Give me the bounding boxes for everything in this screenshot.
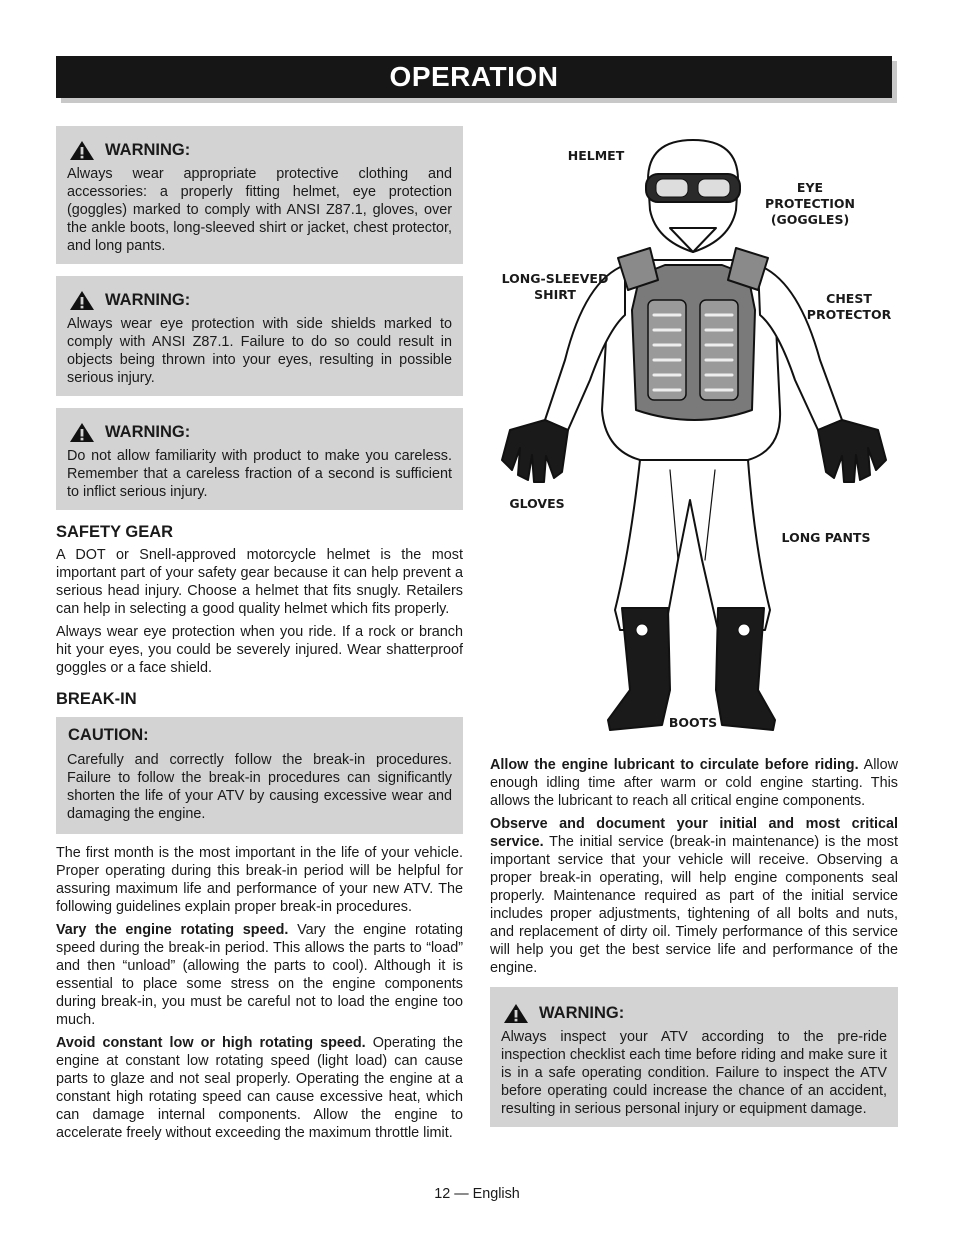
page-header <box>56 56 892 98</box>
caution-title: CAUTION: <box>68 726 149 744</box>
break-in-paragraph: The first month is the most important in the life of your vehicle. Proper operating during this break-in period will be helpful for assuring maximum life and performance of your new ATV. The following guidelines explain proper break-in procedures. <box>56 845 463 915</box>
label-boots: BOOTS <box>668 715 718 730</box>
warning-text: Always wear eye protection with side shields marked to comply with ANSI Z87.1. Failure to do so could result in objects being thrown into your eyes, resulting in possible serious injury. <box>67 316 452 386</box>
label-chest-protector: CHEST PROTECTOR <box>806 291 892 322</box>
warning-triangle-icon <box>69 140 95 161</box>
initial-service-paragraph: Observe and document your initial and most critical service. The initial service (break-in maintenance) is the most important service that your vehicle will receive. Observing a proper break-in operating, will help engine components seal properly. Maintenance required as part of the initial service includes proper adjustments, tightening of all bolts and nuts, and replacement of dirty oil. Timely performance of this service will help you get the best service life and performance of the engine. <box>490 816 898 976</box>
label-long-pants: LONG PANTS <box>781 530 871 545</box>
break-in-paragraph: Vary the engine rotating speed. Vary the engine rotating speed during the break-in period. This allows the parts to “load” and then “unload” (allowing the parts to cool). Although it is essential to place some stress on the engine components during break-in, you must be careful not to load the engine too much. <box>56 922 463 1028</box>
label-helmet: HELMET <box>567 148 625 163</box>
caution-text: Carefully and correctly follow the break-in procedures. Failure to follow the break-in procedures can significantly shorten the life of your ATV by causing excessive wear and damaging the engine. <box>67 752 452 822</box>
warning-text: Always inspect your ATV according to the pre-ride inspection checklist each time before riding and make sure it is in a safe operating condition. Failure to inspect the ATV before operating could increase the chance of an accident, resulting in serious personal injury or equipment damage. <box>501 1029 887 1117</box>
break-in-heading: BREAK-IN <box>56 690 137 708</box>
warning-box-inspection <box>490 987 898 1127</box>
lubricant-paragraph: Allow the engine lubricant to circulate before riding. Allow enough idling time after warm or cold engine starting. This allows the lubricant to reach all critical engine components. <box>490 757 899 809</box>
right-column <box>490 756 898 1139</box>
warning-title: WARNING: <box>105 141 191 159</box>
warning-box-familiarity <box>56 408 463 510</box>
right-glove-drawing <box>818 420 886 482</box>
warning-text: Do not allow familiarity with product to make you careless. Remember that a careless fraction of a second is sufficient to inflict serious injury. <box>67 448 452 500</box>
warning-triangle-icon <box>69 422 95 443</box>
safety-gear-figure <box>490 130 898 740</box>
warning-box-clothing <box>56 126 463 264</box>
warning-box-eye-protection <box>56 276 463 396</box>
break-in-lead: Vary the engine rotating speed. <box>56 922 289 938</box>
safety-gear-heading: SAFETY GEAR <box>56 523 174 541</box>
pants-drawing <box>615 460 770 630</box>
warning-triangle-icon <box>503 1003 529 1024</box>
break-in-lead: Avoid constant low or high rotating speed. <box>56 1035 366 1051</box>
label-eye-protection: EYE PROTECTION (GOGGLES) <box>765 180 855 227</box>
safety-gear-paragraph: A DOT or Snell-approved motorcycle helmet is the most important part of your safety gear because it can help prevent a serious head injury. Choose a helmet that fits snugly. Retailers can help in selecting a good quality helmet which fits properly. <box>56 547 463 617</box>
label-long-sleeved-shirt: LONG-SLEEVED SHIRT <box>501 271 609 302</box>
warning-triangle-icon <box>69 290 95 311</box>
caution-box <box>56 717 463 834</box>
label-gloves: GLOVES <box>509 496 565 511</box>
warning-text: Always wear appropriate protective clothing and accessories: a properly fitting helmet, eye protection (goggles) marked to comply with ANSI Z87.1, gloves, over the ankle boots, long-sleeved shirt or jacket, chest protector, and long pants. <box>67 166 452 254</box>
left-column <box>56 126 463 1147</box>
warning-title: WARNING: <box>539 1004 625 1022</box>
warning-title: WARNING: <box>105 291 191 309</box>
left-glove-drawing <box>502 420 568 482</box>
warning-title: WARNING: <box>105 423 191 441</box>
safety-gear-paragraph: Always wear eye protection when you ride. If a rock or branch hit your eyes, you could be severely injured. Wear shatterproof goggles or a face shield. <box>56 624 463 676</box>
break-in-paragraph: Avoid constant low or high rotating speed. Operating the engine at constant low rotating speed (light load) can cause parts to glaze and not seal properly. Operating the engine at a constant high rotating speed can cause excessive heat, which can damage internal components. Allow the engine to accelerate freely without exceeding the maximum throttle limit. <box>56 1035 463 1141</box>
page-title: OPERATION <box>389 61 559 92</box>
page-footer: 12 — English <box>434 1186 520 1202</box>
